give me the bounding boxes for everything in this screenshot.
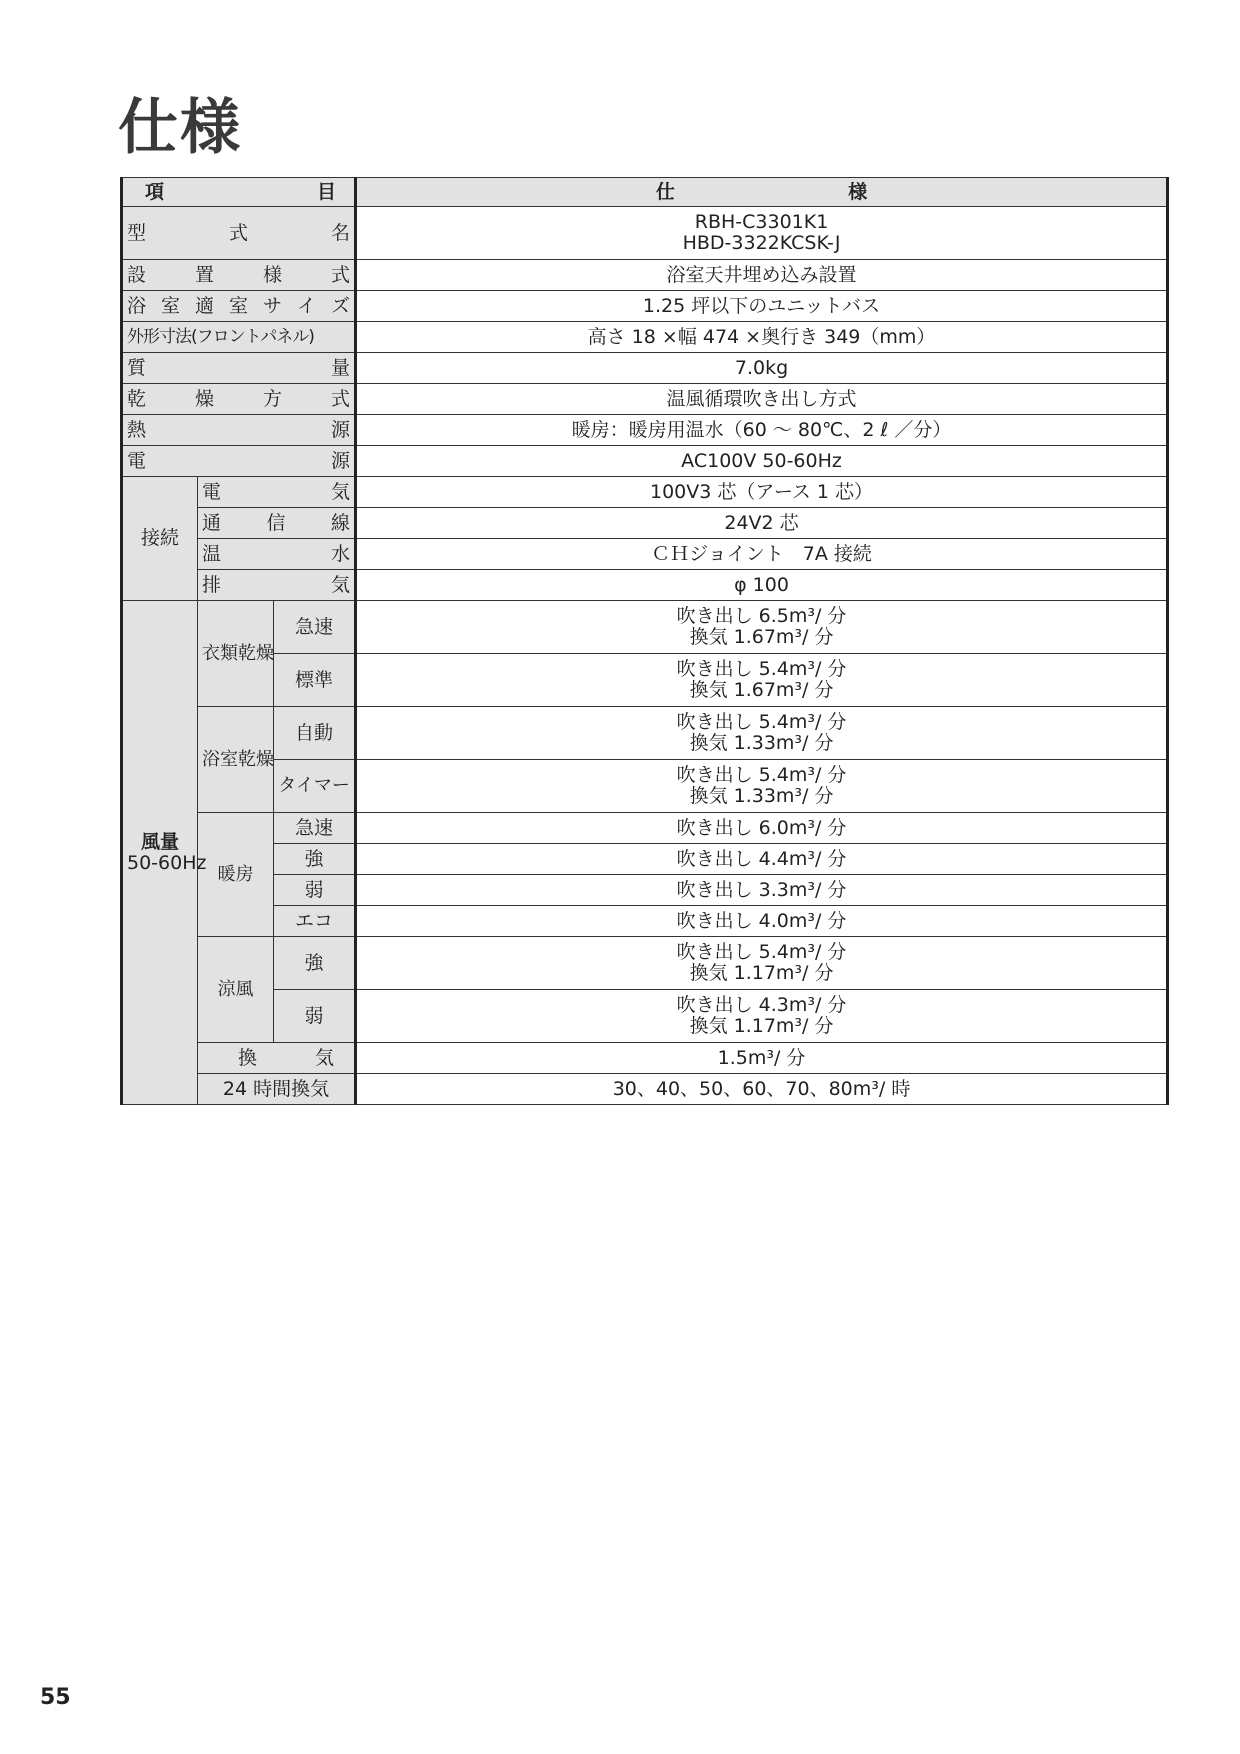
row-label: 24 時間換気 [198, 1074, 356, 1105]
table-row [122, 906, 1168, 937]
value-line-2: 換気 1.33m³/ 分 [689, 785, 834, 807]
table-row [122, 477, 1168, 508]
row-value: 高さ 18 ×幅 474 ×奥行き 349（mm） [356, 322, 1168, 353]
row-value: φ 100 [356, 570, 1168, 601]
value-line-2: 換気 1.17m³/ 分 [689, 1015, 834, 1037]
bath-dry-label: 浴室乾燥 [198, 707, 274, 813]
table-row [122, 384, 1168, 415]
row-label: 温 水 [198, 539, 356, 570]
row-value: 浴室天井埋め込み設置 [356, 260, 1168, 291]
mode-label: 強 [274, 844, 356, 875]
header-item-cell [122, 178, 356, 207]
value-line-1: 吹き出し 6.5m³/ 分 [676, 605, 847, 628]
table-row [122, 760, 1168, 813]
row-value: 吹き出し 4.4m³/ 分 [356, 844, 1168, 875]
mode-label: 強 [274, 937, 356, 990]
row-label: 質 量 [122, 353, 356, 384]
row-value [356, 707, 1168, 760]
heating-label: 暖房 [198, 813, 274, 937]
row-label: 設 置 様 式 [122, 260, 356, 291]
row-label: 排 気 [198, 570, 356, 601]
row-value: 100V3 芯（アース 1 芯） [356, 477, 1168, 508]
table-row [122, 990, 1168, 1043]
table-row [122, 813, 1168, 844]
model-value-1: RBH-C3301K1 [694, 211, 829, 234]
cool-air-label: 涼風 [198, 937, 274, 1043]
row-value: 温風循環吹き出し方式 [356, 384, 1168, 415]
table-row [122, 875, 1168, 906]
row-value [356, 760, 1168, 813]
mode-label: 自動 [274, 707, 356, 760]
row-label: 熱 源 [122, 415, 356, 446]
mode-label: 急速 [274, 813, 356, 844]
row-value: 暖房：暖房用温水（60 ～ 80℃、2 ℓ ／分） [356, 415, 1168, 446]
value-line-2: 換気 1.67m³/ 分 [689, 626, 834, 648]
header-spec-right: 様 [848, 180, 868, 203]
table-row [122, 207, 1168, 260]
mode-label: 弱 [274, 875, 356, 906]
mode-label: 急速 [274, 601, 356, 654]
table-row [122, 1043, 1168, 1074]
spec-table [120, 177, 1169, 1105]
mode-label: タイマー [274, 760, 356, 813]
row-label: 乾 燥 方 式 [122, 384, 356, 415]
header-item-right: 目 [317, 180, 337, 203]
header-spec-left: 仕 [655, 180, 675, 203]
row-value: 24V2 芯 [356, 508, 1168, 539]
row-label: 換 気 [198, 1043, 356, 1074]
row-label: 外形寸法(フロントパネル) [122, 322, 356, 353]
model-value-2: HBD-3322KCSK-J [682, 232, 841, 254]
page-title: 仕様 [118, 93, 242, 163]
mode-label: 弱 [274, 990, 356, 1043]
table-row [122, 844, 1168, 875]
row-value: AC100V 50-60Hz [356, 446, 1168, 477]
row-value: 30、40、50、60、70、80m³/ 時 [356, 1074, 1168, 1105]
table-row [122, 654, 1168, 707]
row-value: 1.5m³/ 分 [356, 1043, 1168, 1074]
row-value [356, 654, 1168, 707]
row-label: 電 気 [198, 477, 356, 508]
row-value: 吹き出し 6.0m³/ 分 [356, 813, 1168, 844]
airflow-group-title: 風量 [140, 830, 179, 853]
table-row [122, 508, 1168, 539]
table-row [122, 601, 1168, 654]
mode-label: エコ [274, 906, 356, 937]
table-header-row [122, 178, 1168, 207]
row-value: 1.25 坪以下のユニットバス [356, 291, 1168, 322]
page-number: 55 [40, 1685, 71, 1710]
table-row [122, 539, 1168, 570]
value-line-1: 吹き出し 4.3m³/ 分 [676, 994, 847, 1017]
table-row [122, 415, 1168, 446]
row-value: ＣＨジョイント 7A 接続 [356, 539, 1168, 570]
header-item-left: 項 [145, 180, 165, 203]
table-row [122, 1074, 1168, 1105]
value-line-2: 換気 1.67m³/ 分 [689, 679, 834, 701]
row-label: 浴 室 適 室 サ イ ズ [122, 291, 356, 322]
clothes-dry-label: 衣類乾燥 [198, 601, 274, 707]
row-label: 電 源 [122, 446, 356, 477]
table-row [122, 937, 1168, 990]
row-value: 吹き出し 4.0m³/ 分 [356, 906, 1168, 937]
row-label: 型 式 名 [122, 207, 356, 260]
table-row [122, 260, 1168, 291]
table-row [122, 291, 1168, 322]
row-label: 通 信 線 [198, 508, 356, 539]
value-line-1: 吹き出し 5.4m³/ 分 [676, 711, 847, 734]
airflow-group-label [122, 601, 207, 1105]
mode-label: 標準 [274, 654, 356, 707]
value-line-1: 吹き出し 5.4m³/ 分 [676, 658, 847, 681]
airflow-group-sub: 50-60Hz [127, 851, 207, 874]
table-row [122, 353, 1168, 384]
table-row [122, 707, 1168, 760]
row-value [356, 990, 1168, 1043]
value-line-2: 換気 1.33m³/ 分 [689, 732, 834, 754]
row-value [356, 601, 1168, 654]
value-line-1: 吹き出し 5.4m³/ 分 [676, 941, 847, 964]
value-line-1: 吹き出し 5.4m³/ 分 [676, 764, 847, 787]
row-value [356, 937, 1168, 990]
table-row [122, 570, 1168, 601]
value-line-2: 換気 1.17m³/ 分 [689, 962, 834, 984]
connection-group-label: 接続 [122, 477, 198, 601]
row-value: 7.0kg [356, 353, 1168, 384]
table-row [122, 446, 1168, 477]
table-row [122, 322, 1168, 353]
row-value [356, 207, 1168, 260]
row-value: 吹き出し 3.3m³/ 分 [356, 875, 1168, 906]
header-spec-cell [356, 178, 1168, 207]
